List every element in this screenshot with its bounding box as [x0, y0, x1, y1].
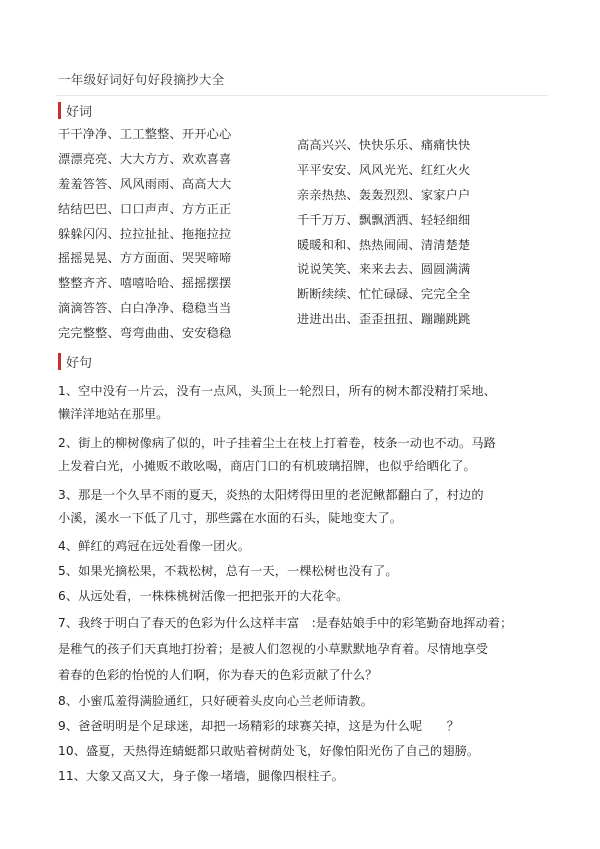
sentence-item: [58, 484, 538, 530]
word-row: 结结巴巴、口口声声、方方正正: [58, 201, 232, 216]
word-row: 说说笑笑、来来去去、圆圆满满: [297, 262, 471, 277]
sentence-line: 9、爸爸明明是个足球迷，却把一场精彩的球赛关掉，这是为什么呢 ？: [58, 719, 460, 733]
sentence-item: [58, 765, 538, 788]
sentence-line: 5、如果光摘松果，不栽松树，总有一天，一棵松树也没有了。: [58, 564, 398, 578]
sentence-line: 3、那是一个久旱不雨的夏天，炎热的太阳烤得田里的老泥鳅都翻白了，村边的: [58, 488, 484, 502]
sentence-item: [58, 535, 538, 558]
words-section-heading: [58, 101, 92, 120]
sentence-line: 6、从远处看，一株株桃树活像一把把张开的大花伞。: [58, 589, 349, 603]
sentence-item: [58, 560, 538, 583]
sentence-line: 上发着白光，小摊贩不敢吆喝，商店门口的有机玻璃招牌，也似乎给晒化了。: [58, 459, 476, 473]
word-row: 漂漂亮亮、大大方方、欢欢喜喜: [58, 151, 232, 166]
sentence-item: [58, 690, 538, 713]
word-row: 滴滴答答、白白净净、稳稳当当: [58, 301, 232, 316]
sentence-line: 1、空中没有一片云，没有一点风，头顶上一轮烈日，所有的树木都没精打采地、: [58, 384, 496, 398]
word-row: 断断续续、忙忙碌碌、完完全全: [297, 287, 471, 302]
sentence-line: 10、盛夏，天热得连蜻蜓都只敢贴着树荫处飞，好像怕阳光伤了自己的翅膀。: [58, 744, 480, 758]
word-row: 高高兴兴、快快乐乐、痛痛快快: [297, 138, 471, 152]
sentence-line: 小溪，溪水一下低了几寸，那些露在水面的石头，陡地变大了。: [58, 511, 403, 525]
word-row: 干干净净、工工整整、开开心心: [58, 127, 232, 141]
heading-accent-bar: [58, 353, 61, 370]
sentence-item: [58, 432, 538, 478]
word-row: 亲亲热热、轰轰烈烈、家家户户: [297, 187, 471, 202]
sentence-line: 8、小蜜瓜羞得满脸通红，只好硬着头皮向心兰老师请教。: [58, 694, 374, 708]
sentence-line: 2、街上的柳树像病了似的，叶子挂着尘土在枝上打着卷，枝条一动也不动。马路: [58, 436, 496, 450]
word-row: 摇摇晃晃、方方面面、哭哭啼啼: [58, 251, 232, 266]
sentences-heading-label: 好句: [66, 356, 93, 371]
word-row: 千千万万、飘飘洒洒、轻轻细细: [297, 212, 471, 227]
sentence-line: 11、大象又高又大，身子像一堵墙，腿像四根柱子。: [58, 769, 345, 783]
sentences-section-heading: [58, 352, 92, 371]
sentence-line: 是稚气的孩子们天真地打扮着；是被人们忽视的小草默默地孕育着。尽情地享受: [58, 642, 489, 656]
title-divider: [56, 95, 548, 96]
word-row: 躲躲闪闪、拉拉扯扯、拖拖拉拉: [58, 226, 232, 241]
sentence-line: 着春的色彩的怡悦的人们啊，你为春天的色彩贡献了什么？: [58, 668, 378, 682]
sentence-line: 4、鲜红的鸡冠在远处看像一团火。: [58, 539, 251, 553]
words-right-column: [297, 133, 470, 332]
word-row: 平平安安、风风光光、红红火火: [297, 162, 471, 177]
words-heading-label: 好词: [66, 105, 93, 120]
sentence-line: 7、我终于明白了春天的色彩为什么这样丰富 :是春姑娘手中的彩笔勤奋地挥动着；: [58, 616, 513, 630]
word-row: 进进出出、歪歪扭扭、蹦蹦跳跳: [297, 312, 471, 327]
heading-accent-bar: [58, 102, 61, 119]
word-row: 整整齐齐、嘻嘻哈哈、摇摇摆摆: [58, 276, 232, 291]
sentence-line: 懒洋洋地站在那里。: [58, 407, 169, 421]
sentence-item: [58, 585, 538, 608]
sentence-item: [58, 740, 538, 763]
word-row: 羞羞答答、风风雨雨、高高大大: [58, 176, 232, 191]
sentence-item: [58, 715, 538, 738]
document-title: 一年级好词好句好段摘抄大全: [58, 72, 225, 87]
sentence-item: [58, 380, 538, 426]
word-row: 完完整整、弯弯曲曲、安安稳稳: [58, 326, 232, 341]
sentence-item: [58, 610, 538, 688]
word-row: 暖暖和和、热热闹闹、清清楚楚: [297, 237, 471, 252]
words-left-column: [58, 122, 231, 346]
